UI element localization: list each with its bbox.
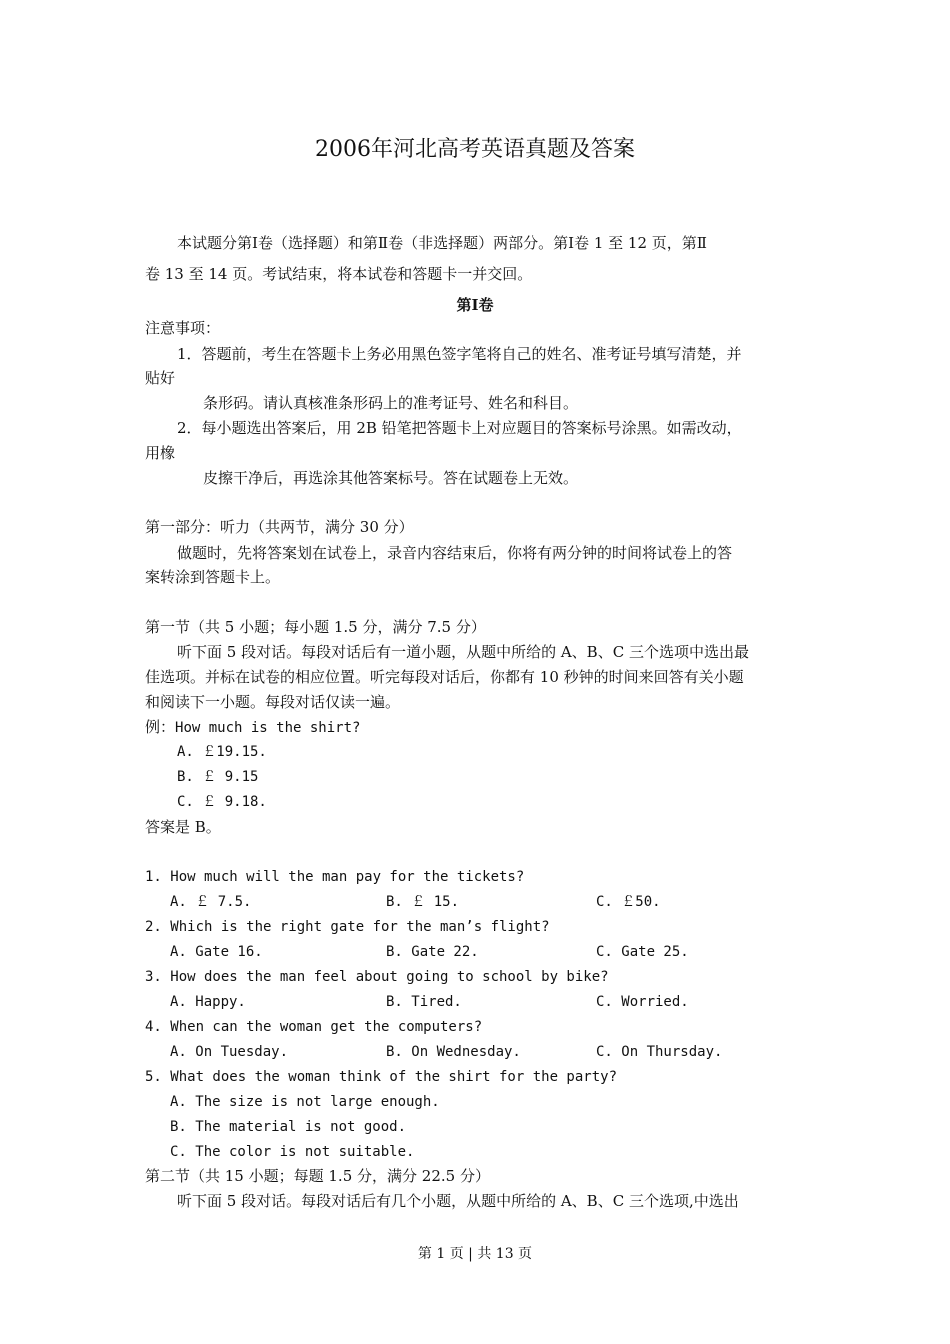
part-desc: 做题时，先将答案划在试卷上，录音内容结束后，你将有两分钟的时间将试卷上的答 [177, 544, 733, 562]
option-a: A. Gate 16. [170, 944, 263, 960]
question-text: 4. When can the woman get the computers? [145, 1019, 483, 1035]
example-option: A. ￡19.15. [177, 744, 267, 760]
option-b: B. ￡ 15. [386, 894, 460, 910]
part-heading: 第一部分：听力（共两节，满分 30 分） [145, 518, 414, 536]
section-desc: 佳选项。并标在试卷的相应位置。听完每段对话后，你都有 10 秒钟的时间来回答有关小题 [145, 668, 744, 686]
option-b: B. Tired. [386, 994, 462, 1010]
section-heading: 第二节（共 15 小题；每题 1.5 分，满分 22.5 分） [145, 1167, 490, 1185]
option-b: B. On Wednesday. [386, 1044, 521, 1060]
section-heading: 第一节（共 5 小题；每小题 1.5 分，满分 7.5 分） [145, 618, 486, 636]
section-desc: 听下面 5 段对话。每段对话后有几个小题，从题中所给的 A、B、C 三个选项,中选出 [177, 1192, 739, 1210]
volume-heading: 第Ⅰ卷 [456, 296, 494, 314]
option-c: C. The color is not suitable. [170, 1144, 415, 1160]
example-question [145, 717, 360, 738]
part-desc: 案转涂到答题卡上。 [145, 568, 281, 586]
option-a: A. ￡ 7.5. [170, 894, 252, 910]
section-desc: 和阅读下一小题。每段对话仅读一遍。 [145, 693, 401, 711]
notice-item: 贴好 [145, 369, 176, 387]
example-question-text: How much is the shirt? [175, 720, 361, 736]
section-desc: 听下面 5 段对话。每段对话后有一道小题，从题中所给的 A、B、C 三个选项中选出最 [177, 643, 749, 661]
question-text: 2. Which is the right gate for the man’s flight? [145, 919, 550, 935]
option-c: C. ￡50. [596, 894, 661, 910]
example-option: B. ￡ 9.15 [177, 769, 259, 785]
intro-line: 本试题分第Ⅰ卷（选择题）和第Ⅱ卷（非选择题）两部分。第Ⅰ卷 1 至 12 页，第Ⅱ [177, 234, 707, 252]
page-title: 2006年河北高考英语真题及答案 [315, 137, 635, 162]
option-a: A. The size is not large enough. [170, 1094, 440, 1110]
notice-item: 2．每小题选出答案后，用 2B 铅笔把答题卡上对应题目的答案标号涂黑。如需改动， [177, 419, 742, 437]
option-b: B. The material is not good. [170, 1119, 407, 1135]
example-option: C. ￡ 9.18. [177, 794, 267, 810]
notice-item: 用橡 [145, 444, 176, 462]
option-b: B. Gate 22. [386, 944, 479, 960]
example-label: 例： [145, 718, 176, 736]
option-c: C. On Thursday. [596, 1044, 723, 1060]
notice-heading: 注意事项： [145, 319, 221, 337]
notice-item: 条形码。请认真核准条形码上的准考证号、姓名和科目。 [203, 394, 579, 412]
page-footer: 第 1 页 | 共 13 页 [417, 1246, 533, 1262]
example-answer: 答案是 B。 [145, 818, 221, 836]
question-text: 5. What does the woman think of the shirt for the party? [145, 1069, 618, 1085]
option-c: C. Worried. [596, 994, 689, 1010]
option-c: C. Gate 25. [596, 944, 689, 960]
notice-item: 皮擦干净后，再选涂其他答案标号。答在试题卷上无效。 [203, 469, 579, 487]
question-text: 3. How does the man feel about going to school by bike? [145, 969, 609, 985]
question-text: 1. How much will the man pay for the tickets? [145, 869, 525, 885]
option-a: A. On Tuesday. [170, 1044, 289, 1060]
intro-line: 卷 13 至 14 页。考试结束，将本试卷和答题卡一并交回。 [145, 265, 533, 283]
notice-item: 1．答题前，考生在答题卡上务必用黑色签字笔将自己的姓名、准考证号填写清楚，并 [177, 345, 742, 363]
option-a: A. Happy. [170, 994, 246, 1010]
